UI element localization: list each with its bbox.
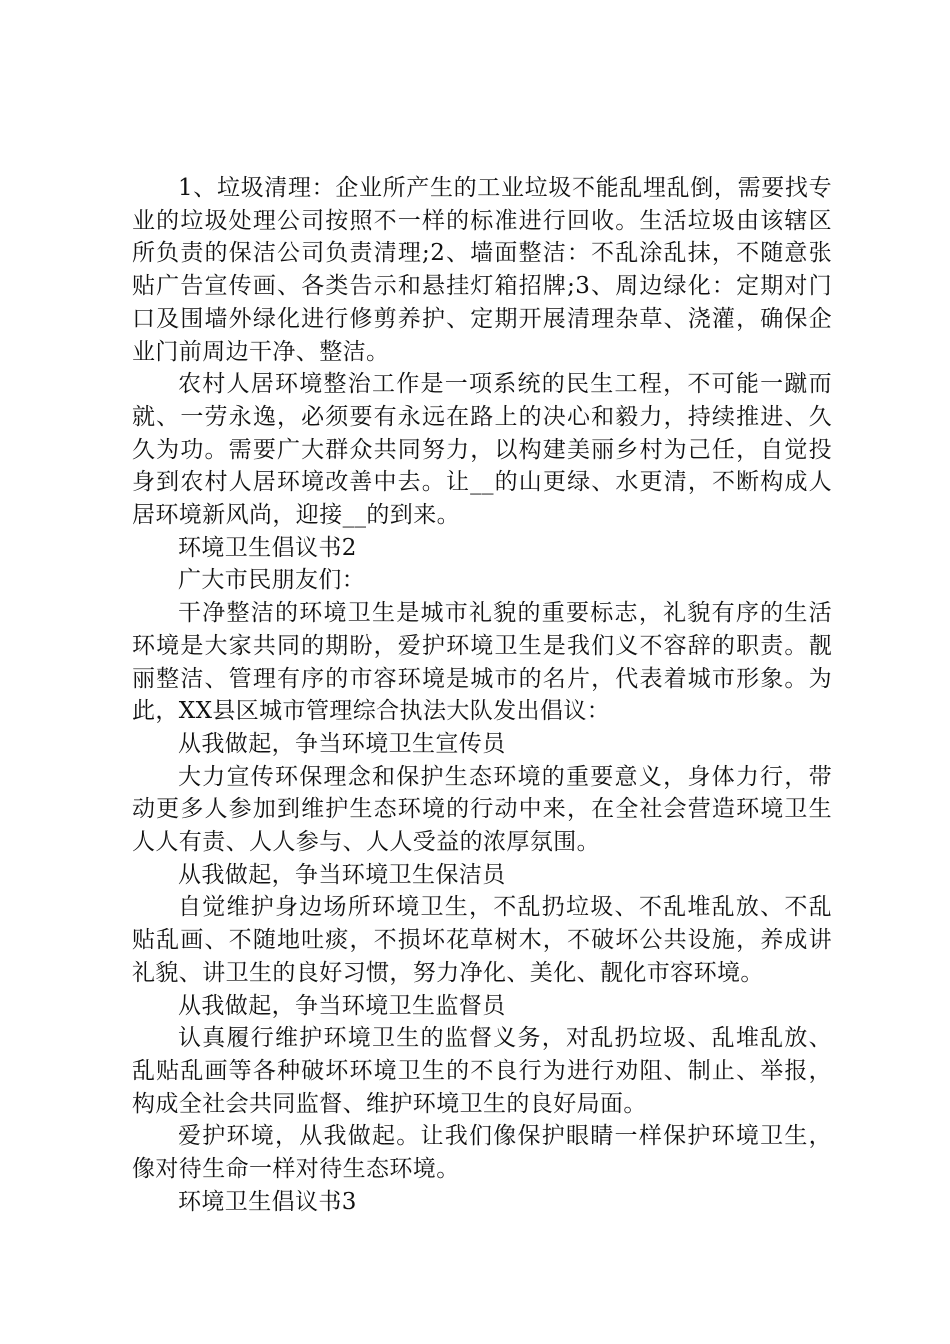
section-heading-proposal-3: 环境卫生倡议书3 bbox=[178, 1188, 357, 1215]
paragraph-rural-environment: 农村人居环境整治工作是一项系统的民生工程，不可能一蹴而就、一劳永逸，必须要有永远在路上的决心和毅力，持续推进、久久为功。需要广大群众共同努力，以构建美丽乡村为己任，自觉投身到农村人居环境改善中去。让__的山更绿、水更清，不断构成人居环境新风尚，迎接__的到来。 bbox=[132, 371, 832, 529]
paragraph-closing: 爱护环境，从我做起。让我们像保护眼睛一样保护环境卫生，像对待生命一样对待生态环境。 bbox=[132, 1123, 832, 1183]
paragraph-intro: 干净整洁的环境卫生是城市礼貌的重要标志，礼貌有序的生活环境是大家共同的期盼，爱护环境卫生是我们义不容辞的职责。靓丽整洁、管理有序的市容环境是城市的名片，代表着城市形象。为此，XX县区城市管理综合执法大队发出倡议： bbox=[132, 600, 832, 725]
subheading-publicist: 从我做起，争当环境卫生宣传员 bbox=[178, 730, 506, 757]
subheading-cleaner: 从我做起，争当环境卫生保洁员 bbox=[178, 861, 506, 888]
document-body bbox=[132, 172, 832, 1219]
salutation: 广大市民朋友们： bbox=[178, 567, 366, 594]
paragraph-publicist: 大力宣传环保理念和保护生态环境的重要意义，身体力行，带动更多人参加到维护生态环境的行动中来，在全社会营造环境卫生人人有责、人人参与、人人受益的浓厚氛围。 bbox=[132, 763, 832, 856]
section-heading-proposal-2: 环境卫生倡议书2 bbox=[178, 534, 357, 561]
paragraph-cleaner: 自觉维护身边场所环境卫生，不乱扔垃圾、不乱堆乱放、不乱贴乱画、不随地吐痰，不损坏花草树木，不破坏公共设施，养成讲礼貌、讲卫生的良好习惯，努力净化、美化、靓化市容环境。 bbox=[132, 894, 832, 986]
subheading-supervisor: 从我做起，争当环境卫生监督员 bbox=[178, 992, 506, 1019]
paragraph-garbage-cleanup: 1、垃圾清理：企业所产生的工业垃圾不能乱埋乱倒，需要找专业的垃圾处理公司按照不一样的标准进行回收。生活垃圾由该辖区所负责的保洁公司负责清理;2、墙面整洁：不乱涂乱抹，不随意张贴广告宣传画、各类告示和悬挂灯箱招牌;3、周边绿化：定期对门口及围墙外绿化进行修剪养护、定期开展清理杂草、浇灌，确保企业门前周边干净、整洁。 bbox=[132, 175, 832, 365]
paragraph-supervisor: 认真履行维护环境卫生的监督义务，对乱扔垃圾、乱堆乱放、乱贴乱画等各种破坏环境卫生的不良行为进行劝阻、制止、举报，构成全社会共同监督、维护环境卫生的良好局面。 bbox=[132, 1025, 832, 1117]
